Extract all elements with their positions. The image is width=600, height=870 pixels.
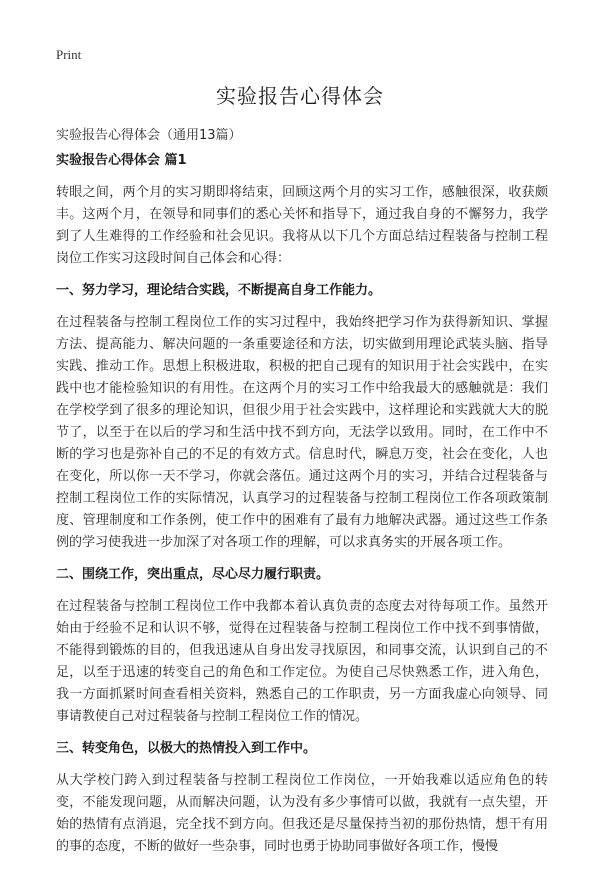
- intro-paragraph: 转眼之间，两个月的实习期即将结束，回顾这两个月的实习工作，感触很深，收获颇丰。这两个月，在领导和同事们的悉心关怀和指导下，通过我自身的不懈努力，我学到了人生难得的工作经验和社会见识。我将从以下几个方面总结过程装备与控制工程岗位工作实习这段时间自己体会和心得：: [56, 185, 548, 266]
- section-heading-3: 三、转变角色，以极大的热情投入到工作中。: [56, 741, 317, 756]
- page-title: 实验报告心得体会: [216, 84, 384, 108]
- print-link[interactable]: Print: [56, 47, 82, 62]
- document-content: [56, 152, 548, 870]
- section-body-2: 在过程装备与控制工程岗位工作中我都本着认真负责的态度去对待每项工作。虽然开始由于经验不足和认识不够，觉得在过程装备与控制工程岗位工作中找不到事情做，不能得到锻炼的目的，但我迅速从自身出发寻找原因，和同事交流，认识到自己的不足，以至于迅速的转变自己的角色和工作定位。为使自己尽快熟悉工作，进入角色，我一方面抓紧时间查看相关资料，熟悉自己的工作职责，另一方面我虚心向领导、同事请教使自己对过程装备与控制工程岗位工作的情况。: [56, 599, 548, 724]
- section-heading-1: 一、努力学习，理论结合实践，不断提高自身工作能力。: [56, 283, 382, 298]
- section-body-3: 从大学校门跨入到过程装备与控制工程岗位工作岗位，一开始我难以适应角色的转变，不能发现问题，从而解决问题，认为没有多少事情可以做，我就有一点失望，开始的热情有点消退，完全找不到方向。但我还是尽量保持当初的那份热情，想干有用的事的态度，不断的做好一些杂事，同时也勇于协助同事做好各项工作，慢慢: [56, 773, 548, 854]
- section-body-1: 在过程装备与控制工程岗位工作的实习过程中，我始终把学习作为获得新知识、掌握方法、提高能力、解决问题的一条重要途径和方法，切实做到用理论武装头脑、指导实践、推动工作。思想上积极进取，积极的把自己现有的知识用于社会实践中，在实践中也才能检验知识的有用性。在这两个月的实习工作中给我最大的感触就是：我们在学校学到了很多的理论知识，但很少用于社会实践中，这样理论和实践就大大的脱节了，以至于在以后的学习和生活中找不到方向，无法学以致用。同时，在工作中不断的学习也是弥补自己的不足的有效方式。信息时代，瞬息万变，社会在变化，人也在变化，所以你一天不学习，你就会落伍。通过这两个月的实习，并结合过程装备与控制工程岗位工作的实际情况，认真学习的过程装备与控制工程岗位工作各项政策制度、管理制度和工作条例，使工作中的困难有了最有力地解决武器。通过这些工作条例的学习使我进一步加深了对各项工作的理解，可以求真务实的开展各项工作。: [56, 315, 548, 550]
- document-subtitle: 实验报告心得体会（通用13篇）: [56, 128, 242, 143]
- part-heading: 实验报告心得体会 篇1: [56, 153, 187, 168]
- section-heading-2: 二、围绕工作，突出重点，尽心尽力履行职责。: [56, 567, 330, 582]
